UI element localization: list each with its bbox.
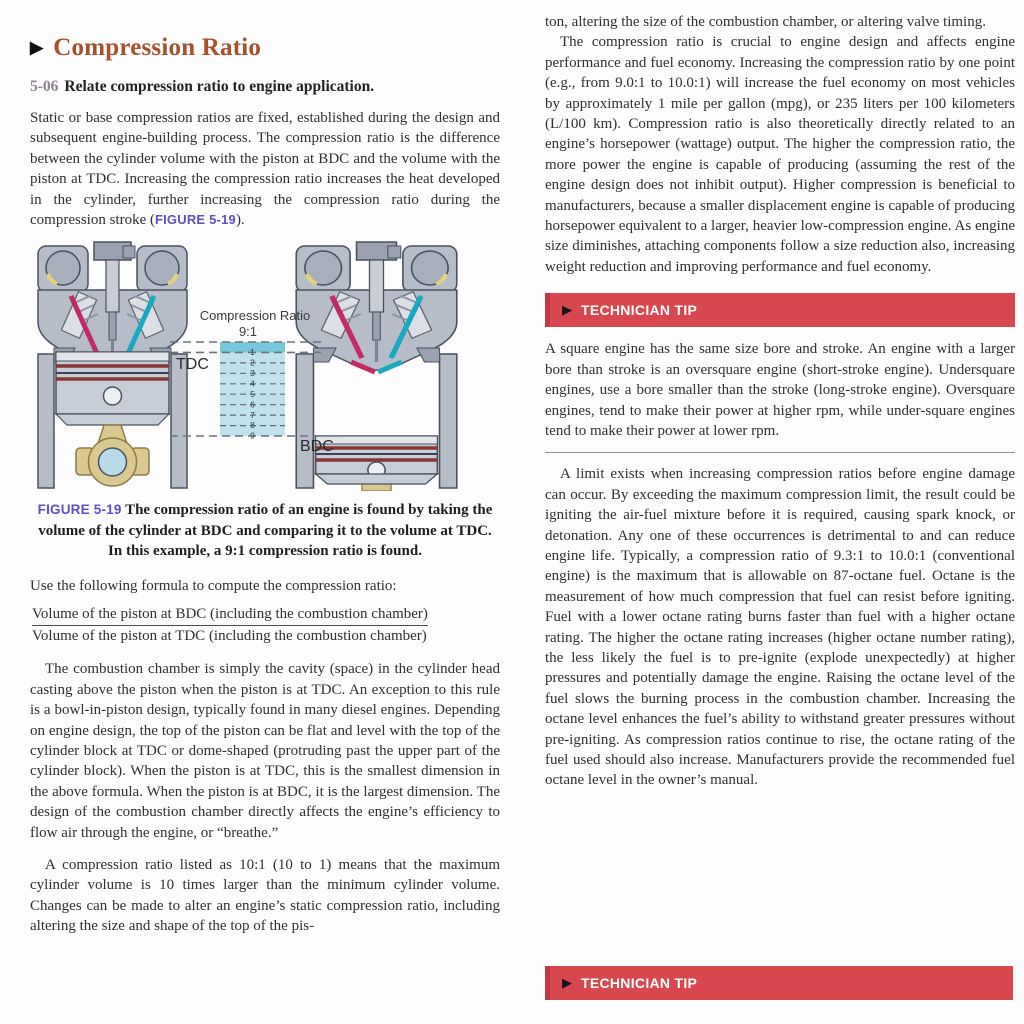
svg-text:5: 5 <box>250 389 255 400</box>
figure-scale-ratio: 9:1 <box>238 324 258 340</box>
technician-tip-body: A square engine has the same size bore and stroke. An engine with a larger bore than stroke is an oversquare engine (short-stroke engine). Undersquare engines, use a bore smaller than the stroke (long-stroke engine). Oversquare engines, tend to make their power at higher rpm, while under-square engines tend to make their power at lower rpm. <box>545 341 1015 439</box>
formula-denominator: Volume of the piston at TDC (including the combustion chamber) <box>32 628 427 645</box>
figure-caption <box>30 500 500 562</box>
tip-banner-label: TECHNICIAN TIP <box>581 302 698 319</box>
paragraph-formula-intro: Use the following formula to compute the compression ratio: <box>30 577 397 594</box>
svg-text:1: 1 <box>250 347 255 358</box>
tip-arrow-icon: ▶ <box>562 302 572 318</box>
formula-numerator: Volume of the piston at BDC (including the combustion chamber) <box>32 606 428 626</box>
figure-caption-number: FIGURE 5-19 <box>37 502 122 518</box>
svg-text:8: 8 <box>250 420 255 431</box>
left-column <box>30 34 500 937</box>
tdc-label: TDC <box>176 356 209 374</box>
objective-text: Relate compression ratio to engine application. <box>64 78 375 95</box>
compression-scale-overlay <box>30 236 500 494</box>
right-column <box>545 12 1015 1012</box>
svg-text:4: 4 <box>250 378 255 389</box>
paragraph-crucial-design: The compression ratio is crucial to engine design and affects engine performance and fuel economy. Increasing the compression ratio by one point (e.g., from 9.0:1 to 10.0:1) will increase the fuel economy on most vehicles by approximately 1 mile per gallon (mpg), or 235 liters per 100 kilometers (L/100 km). Compression ratio is also theoretically directly related to an engine’s horsepower (wattage) output. The higher the compression ratio, the more power the engine is capable of producing (assuming the rest of the engine design does not inhibit output). Higher compression is beneficial to manufacturers, because a smaller displacement engine is capable of producing horsepower equivalent to a larger, heavier low-compression engine. As engine size diminishes, attaching components follow a size reduction also, increasing weight reduction and improving performance and fuel economy. <box>545 34 1015 275</box>
tip-banner-label: TECHNICIAN TIP <box>581 975 698 991</box>
figure-scale-title: Compression Ratio <box>199 308 311 324</box>
paragraph-compression-limit: A limit exists when increasing compression ratios before engine damage can occur. By exceeding the maximum compression limit, the result could be igniting the air-fuel mixture before it is required, causing spark knock, or detonation. Any one of these occurrences is detrimental to and can reduce engine life. Typically, a compression ratio of 9.3:1 to 10.0:1 (conventional engine) is the maximum that is allowable on 87-octane fuel. Octane is the measurement of how much compression that fuel can resist before igniting. Fuel with a lower octane rating burns faster than fuel with a higher octane rating. The higher the octane rating increases (higher octane number rating), the less likely the fuel is to pre-ignite (explode unexpectedly) at higher pressures and potentially damage the engine. Raising the octane level of the fuel slows the burning process in the combustion chamber. Increasing the octane level enhances the fuel’s ability to withstand greater pressures without pre-igniting. As compression ratios continue to rise, the octane rating of the fuel used should also increase. Manufacturers provide the recommended fuel octane level in the owner’s manual. <box>545 466 1015 789</box>
paragraph-text: Static or base compression ratios are fixed, established during the design and subsequent engine-building process. The compression ratio is the difference between the cylinder volume with the piston at BDC and the volume with the piston at TDC. Increasing the compression ratio increases the heat developed in the cylinder, further increasing the compression ratio during the compression stroke ( <box>30 110 500 229</box>
section-arrow-icon: ▶ <box>30 38 44 57</box>
section-title-text: Compression Ratio <box>53 34 262 61</box>
svg-text:7: 7 <box>250 410 255 421</box>
paragraph-continuation: ton, altering the size of the combustion chamber, or altering valve timing. <box>545 14 986 30</box>
paragraph-ratio-meaning: A compression ratio listed as 10:1 (10 to 1) means that the maximum cylinder volume is 10 times larger than the minimum cylinder volume. Changes can be made to alter an engine’s static compression ratio, including altering the size and shape of the top of the pis- <box>30 857 500 935</box>
tip-arrow-icon: ▶ <box>562 975 572 990</box>
svg-text:3: 3 <box>250 368 255 379</box>
compression-ratio-formula <box>32 606 500 645</box>
svg-text:9: 9 <box>250 431 255 442</box>
tip-divider-line <box>545 452 1015 453</box>
bdc-label: BDC <box>300 438 334 456</box>
section-heading <box>30 34 500 62</box>
svg-text:2: 2 <box>250 357 255 368</box>
paragraph-combustion-chamber: The combustion chamber is simply the cavity (space) in the cylinder head casting above the piston when the piston is at TDC. An exception to this rule is a bowl-in-piston design, typically found in many diesel engines. Depending on engine design, the top of the piston can be flat and level with the top of the cylinder block at TDC or dome-shaped (protruding past the upper part of the cylinder block). When the piston is at TDC, this is the smallest dimension in the above formula. When the piston is at BDC, it is the largest dimension. The design of the combustion chamber directly affects the engine’s efficiency to flow air through the engine, or “breathe.” <box>30 661 500 841</box>
technician-tip-banner <box>545 293 1015 327</box>
figure-caption-text: The compression ratio of an engine is found by taking the volume of the cylinder at BDC and comparing it to the volume at TDC. In this example, a 9:1 compression ratio is found. <box>38 502 493 560</box>
technician-tip-banner-2 <box>545 966 1013 1000</box>
paragraph-static-ratio <box>30 108 500 230</box>
figure-5-19-crossref-link[interactable]: FIGURE 5-19 <box>154 212 236 228</box>
scale-number-labels <box>250 347 255 441</box>
figure-5-19-illustration <box>30 236 500 494</box>
svg-text:6: 6 <box>250 399 255 410</box>
paragraph-text: ). <box>235 212 245 229</box>
objective-code: 5-06 <box>30 78 59 95</box>
learning-objective <box>30 78 500 96</box>
